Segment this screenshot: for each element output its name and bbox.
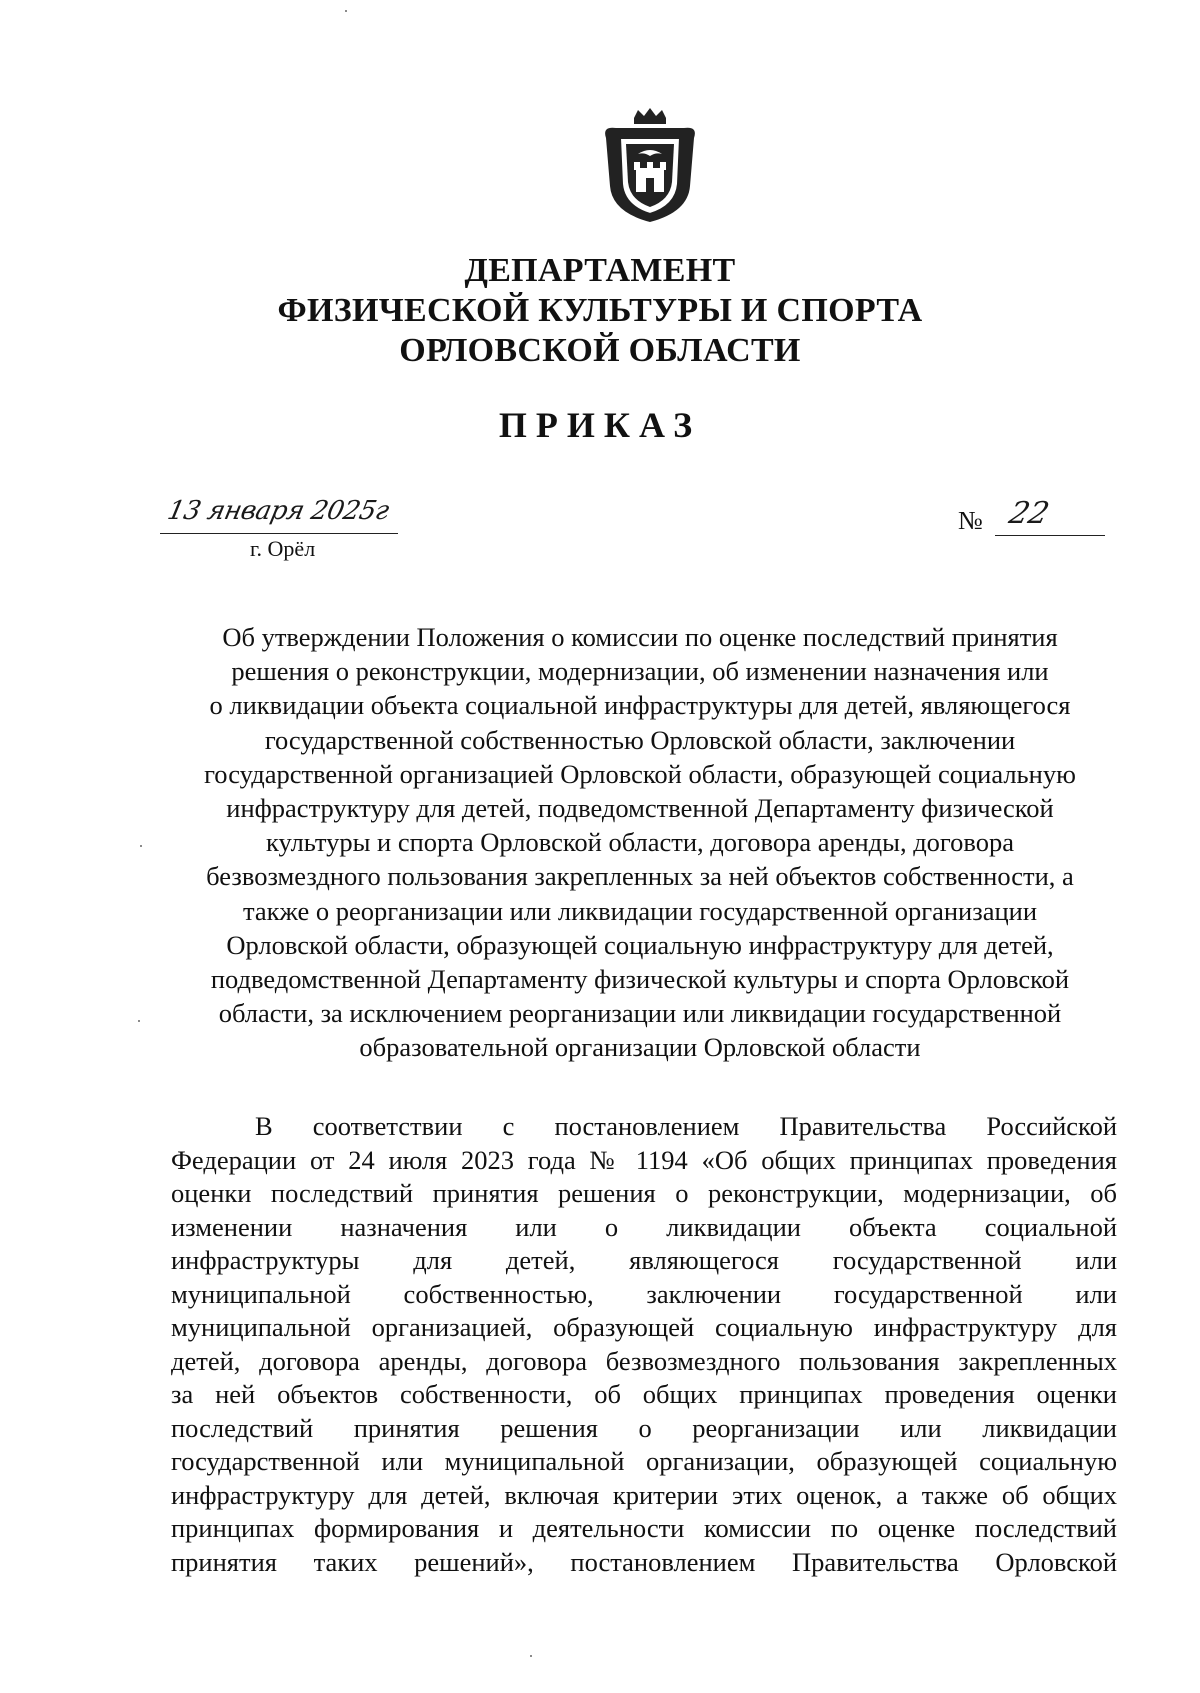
subject-line: Орловской области, образующей социальную инфраструктуру для детей, — [226, 929, 1054, 960]
subject-line: образовательной организации Орловской области — [359, 1032, 921, 1063]
body-line: изменении назначения или о ликвидации объекта социальной — [171, 1211, 1117, 1242]
coat-of-arms-icon — [598, 108, 702, 224]
subject-line: о ликвидации объекта социальной инфраструктуры для детей, являющегося — [209, 690, 1071, 721]
body-line: детей, договора аренды, договора безвозмездного пользования закрепленных — [171, 1345, 1117, 1376]
department-heading-line-3: ОРЛОВСКОЙ ОБЛАСТИ — [399, 332, 801, 369]
body-line: принципах формирования и деятельности комиссии по оценке последствий — [171, 1513, 1117, 1543]
order-body-paragraph — [171, 1110, 1117, 1579]
subject-line: культуры и спорта Орловской области, договора аренды, договора — [266, 827, 1014, 858]
subject-line: решения о реконструкции, модернизации, об изменении назначения или — [231, 656, 1049, 687]
body-line: Федерации от 24 июля 2023 года № 1194 «Об общих принципах проведения — [171, 1144, 1117, 1175]
date-underline — [160, 533, 398, 534]
body-line: государственной или муниципальной организации, образующей социальную — [171, 1446, 1117, 1476]
body-line: последствий принятия решения о реорганизации или ликвидации — [171, 1412, 1117, 1443]
handwritten-date: 13 января 2025г — [164, 496, 392, 526]
scan-speck — [530, 1655, 532, 1657]
body-line: принятия таких решений», постановлением Правительства Орловской — [171, 1546, 1117, 1577]
body-line: муниципальной организацией, образующей социальную инфраструктуру для — [171, 1312, 1117, 1342]
order-subject — [160, 620, 1120, 1065]
body-line: оценки последствий принятия решения о реконструкции, модернизации, об — [171, 1178, 1117, 1208]
scan-speck — [140, 845, 142, 847]
body-line: инфраструктуру для детей, включая критерии этих оценок, а также об общих — [171, 1479, 1117, 1510]
body-line: В соответствии с постановлением Правительства Российской — [255, 1111, 1117, 1141]
department-heading-line-1: ДЕПАРТАМЕНТ — [464, 252, 736, 289]
subject-line: государственной организацией Орловской области, образующей социальную — [204, 758, 1076, 789]
subject-line: также о реорганизации или ликвидации государственной организации — [242, 895, 1038, 926]
scan-speck — [345, 10, 347, 12]
subject-line: инфраструктуру для детей, подведомственной Департаменту физической — [226, 793, 1054, 824]
handwritten-number: 22 — [1005, 496, 1053, 531]
number-underline — [995, 535, 1105, 536]
body-line: инфраструктуры для детей, являющегося государственной или — [171, 1245, 1117, 1275]
scan-speck — [138, 1020, 140, 1022]
department-heading-line-2: ФИЗИЧЕСКОЙ КУЛЬТУРЫ И СПОРТА — [277, 292, 923, 329]
body-line: муниципальной собственностью, заключении государственной или — [171, 1278, 1117, 1309]
document-type-title: ПРИКАЗ — [498, 405, 702, 445]
coat-of-arms-emblem — [598, 108, 702, 224]
body-line: за ней объектов собственности, об общих принципах проведения оценки — [171, 1379, 1117, 1409]
subject-line: области, за исключением реорганизации или ликвидации государственной — [218, 998, 1062, 1029]
subject-line: подведомственной Департаменту физической культуры и спорта Орловской — [210, 964, 1070, 995]
subject-line: Об утверждении Положения о комиссии по оценке последствий принятия — [222, 622, 1058, 652]
number-label: № — [958, 506, 983, 535]
subject-line: безвозмездного пользования закрепленных за ней объектов собственности, а — [206, 861, 1074, 892]
city-label: г. Орёл — [250, 536, 316, 561]
subject-line: государственной собственностью Орловской области, заключении — [264, 724, 1016, 755]
